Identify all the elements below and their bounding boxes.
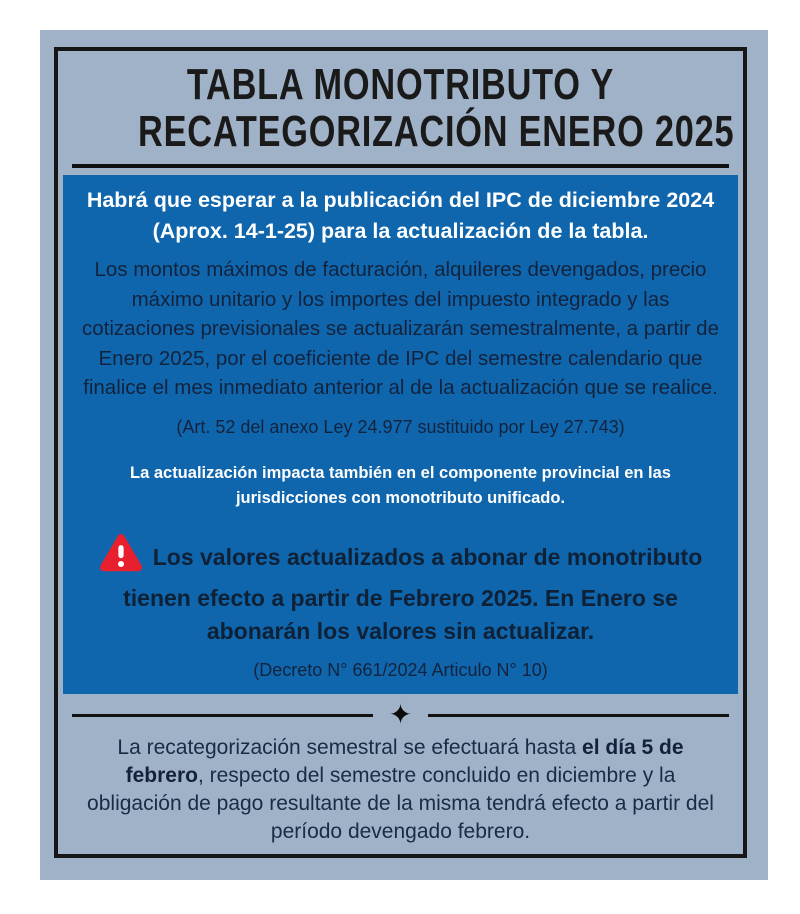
divider-line-left <box>72 714 373 717</box>
title-divider <box>72 164 729 168</box>
warning-icon <box>99 533 143 582</box>
infographic-card <box>40 30 768 880</box>
section-divider <box>72 698 729 730</box>
footer-text-start: La recategorización semestral se efectuará hasta <box>117 735 583 759</box>
info-box <box>63 175 738 694</box>
page-title <box>64 61 737 155</box>
title-line-2: RECATEGORIZACIÓN ENERO 2025 <box>138 107 735 156</box>
divider-line-right <box>428 714 729 717</box>
title-line-1: TABLA MONOTRIBUTO Y <box>186 60 615 109</box>
warning-paragraph <box>79 533 722 648</box>
law-reference: (Art. 52 del anexo Ley 24.977 sustituido por Ley 27.743) <box>176 416 625 437</box>
provincial-note: La actualización impacta también en el componente provincial en las jurisdicciones con monotributo unificado. <box>130 463 671 507</box>
warning-text: Los valores actualizados a abonar de monotributo tienen efecto a partir de Febrero 2025. En Enero se abonarán los valores sin actualizar. <box>123 543 703 644</box>
body-paragraph: Los montos máximos de facturación, alquileres devengados, precio máximo unitario y los importes del impuesto integrado y las cotizaciones previsionales se actualizarán semestralmente, a partir de Enero 2025, por el coeficiente de IPC del semestre calendario que finalice el mes inmediato anterior al de la actualización que se realice. <box>82 258 719 399</box>
lead-paragraph: Habrá que esperar a la publicación del IPC de diciembre 2024 (Aprox. 14-1-25) para la actualización de la tabla. <box>86 188 715 243</box>
footer-note <box>76 734 725 846</box>
border-frame <box>54 47 747 858</box>
footer-text-end: , respecto del semestre concluido en diciembre y la obligación de pago resultante de la misma tendrá efecto a partir del período devengado febrero. <box>87 763 714 843</box>
decree-reference: (Decreto N° 661/2024 Articulo N° 10) <box>253 659 548 680</box>
footer-bold-date: el día 5 de febrero <box>125 735 684 787</box>
star-icon: ✦ <box>388 698 413 730</box>
